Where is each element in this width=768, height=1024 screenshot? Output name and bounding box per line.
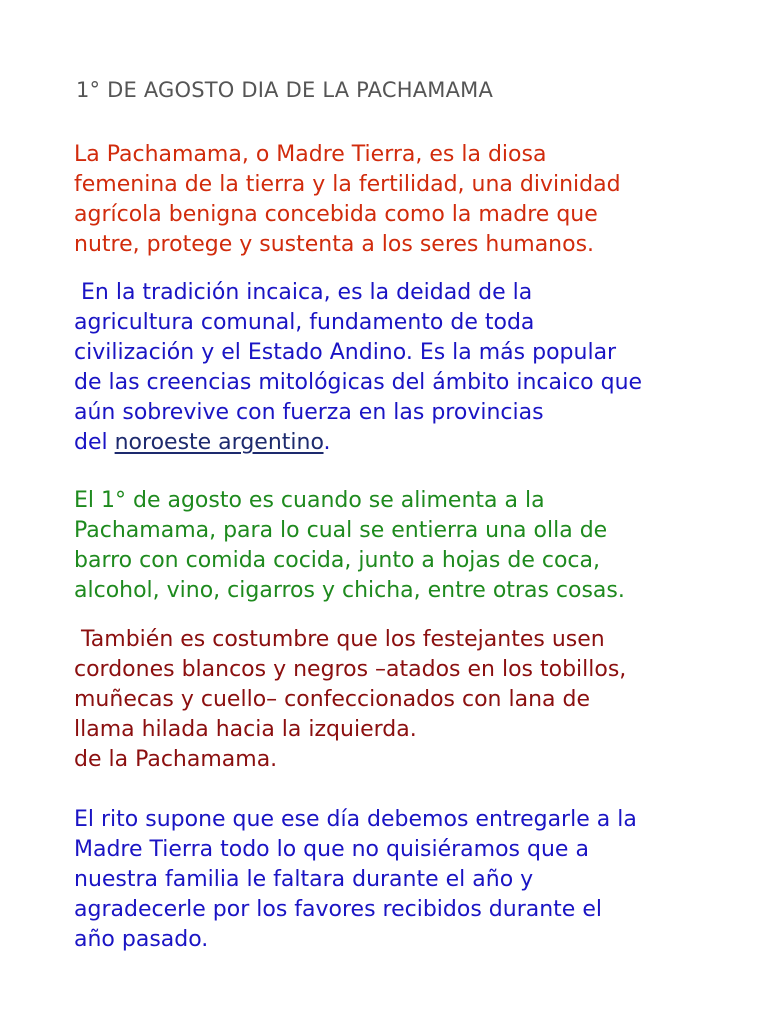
text-line: nutre, protege y sustenta a los seres humanos.	[74, 232, 595, 257]
document-title: 1° DE AGOSTO DIA DE LA PACHAMAMA	[76, 78, 494, 102]
text-line: agradecerle por los favores recibidos durante el	[74, 897, 602, 922]
text-line: muñecas y cuello– confeccionados con lana de	[74, 687, 591, 712]
text-line: agricultura comunal, fundamento de toda	[74, 310, 535, 335]
text-line: Pachamama, para lo cual se entierra una olla de	[74, 518, 608, 543]
text-line: La Pachamama, o Madre Tierra, es la diosa	[74, 142, 547, 167]
text-line: En la tradición incaica, es la deidad de la	[74, 280, 533, 305]
text-line: civilización y el Estado Andino. Es la más popular	[74, 340, 617, 365]
paragraph-inca-tradition	[74, 278, 642, 458]
text-line: femenina de la tierra y la fertilidad, una divinidad	[74, 172, 621, 197]
link-prefix-text: del	[74, 430, 115, 455]
link-suffix-text: .	[323, 430, 331, 455]
text-line: El rito supone que ese día debemos entregarle a la	[74, 807, 637, 832]
text-line: aún sobrevive con fuerza en las provincias	[74, 400, 544, 425]
text-line-with-link	[74, 428, 642, 458]
paragraph-rite	[74, 805, 637, 955]
text-line: agrícola benigna concebida como la madre que	[74, 202, 598, 227]
paragraph-pachamama-definition	[74, 140, 621, 260]
paragraph-cords-custom	[74, 625, 626, 775]
text-line: barro con comida cocida, junto a hojas de coca,	[74, 548, 600, 573]
noroeste-argentino-link[interactable]: noroeste argentino	[114, 430, 324, 455]
text-line: de las creencias mitológicas del ámbito incaico que	[74, 370, 643, 395]
text-line: de la Pachamama.	[74, 747, 278, 772]
text-line: Madre Tierra todo lo que no quisiéramos que a	[74, 837, 589, 862]
text-line: nuestra familia le faltara durante el año y	[74, 867, 534, 892]
text-line: También es costumbre que los festejantes usen	[74, 627, 605, 652]
text-line: cordones blancos y negros –atados en los tobillos,	[74, 657, 627, 682]
text-line: El 1° de agosto es cuando se alimenta a la	[74, 488, 545, 513]
text-line: llama hilada hacia la izquierda.	[74, 717, 417, 742]
text-line: año pasado.	[74, 927, 209, 952]
paragraph-august-offering	[74, 486, 625, 606]
text-line: alcohol, vino, cigarros y chicha, entre otras cosas.	[74, 578, 625, 603]
